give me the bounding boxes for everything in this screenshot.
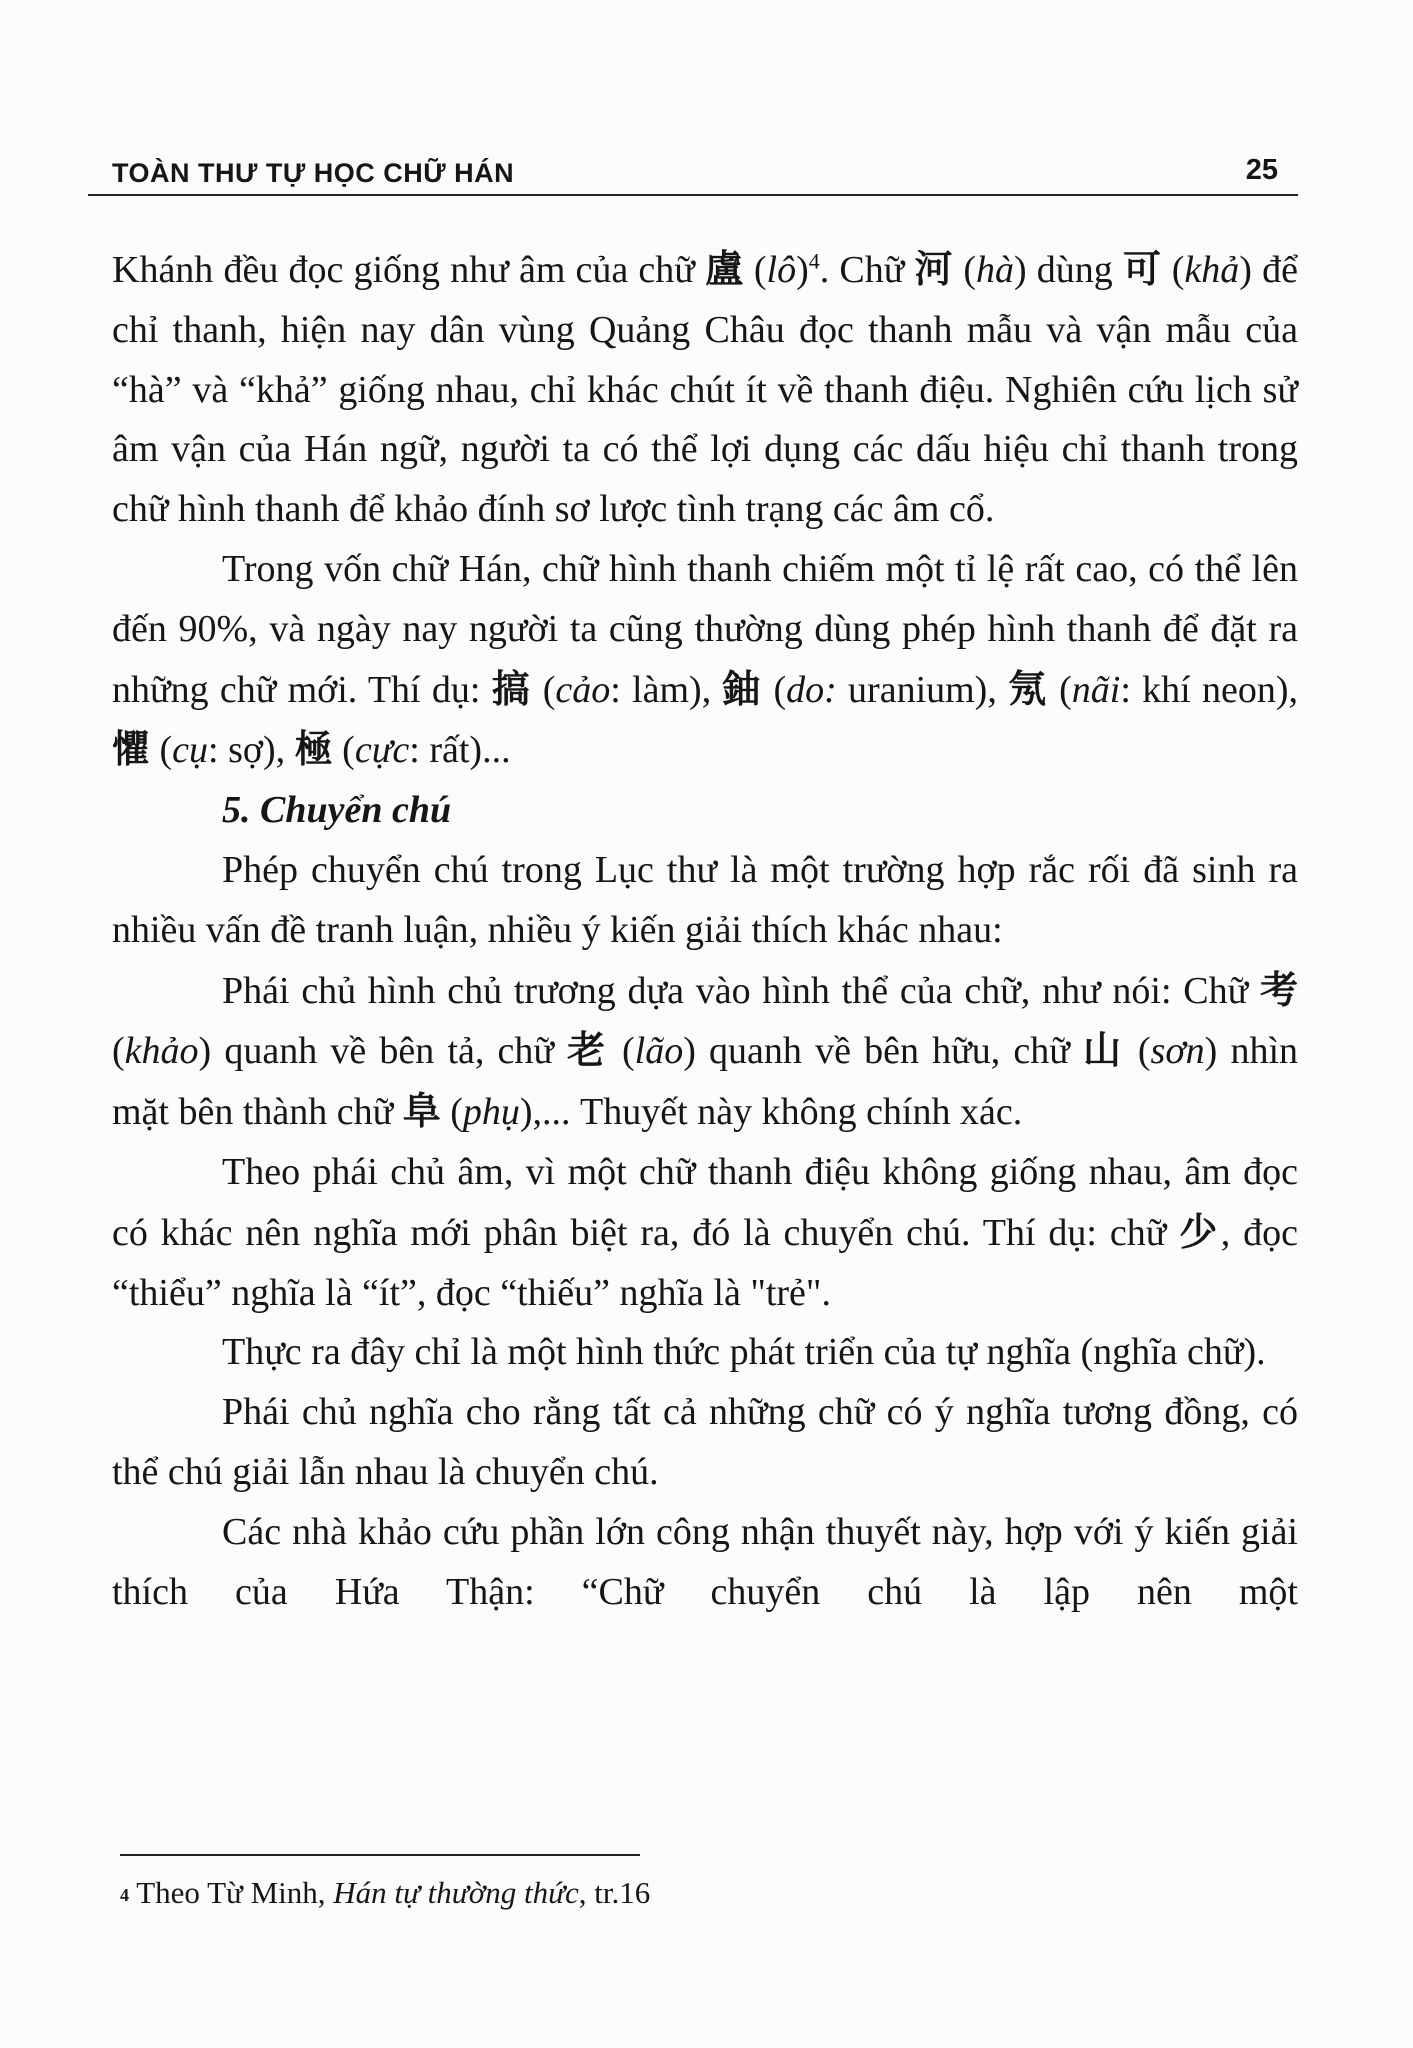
- han-character: 河: [914, 247, 954, 291]
- text-run: ) quanh về bên tả, chữ: [198, 1030, 568, 1073]
- text-run: ) quanh về bên hữu, chữ: [683, 1030, 1084, 1073]
- footnote-reference: 4: [808, 248, 820, 274]
- text-run: ) để chỉ thanh, hiện nay dân vùng Quảng Châu đọc thanh mẫu và vận mẫu của “hà” và “khả” giống nhau, chỉ khác chút ít về thanh điệu. Nghiên cứu lịch sử âm vận của Hán ngữ, người ta có thể lợi dụng các dấu hiệu chỉ thanh trong chữ hình thanh để khảo đính sơ lược tình trạng các âm cổ.: [112, 249, 1298, 531]
- text-run: Theo Từ Minh,: [136, 1875, 334, 1910]
- italic-text: lão: [634, 1030, 684, 1073]
- text-run: (: [1161, 249, 1185, 291]
- han-character: 山: [1083, 1028, 1125, 1073]
- text-run: , tr.16: [578, 1875, 651, 1910]
- han-character: 鈾: [722, 666, 763, 711]
- footnote-divider: [120, 1854, 640, 1856]
- text-run: : rất)...: [409, 729, 511, 772]
- paragraph: [112, 841, 1298, 961]
- text-run: : sợ),: [208, 729, 295, 772]
- italic-text: hà: [975, 249, 1014, 291]
- page-number: 25: [1245, 154, 1278, 186]
- text-run: (: [332, 729, 355, 772]
- footnote: [120, 1873, 650, 1913]
- paragraph: [112, 1383, 1298, 1503]
- paragraph: [112, 1143, 1298, 1323]
- text-run: (: [112, 1030, 125, 1073]
- text-run: Phái chủ nghĩa cho rằng tất cả những chữ có ý nghĩa tương đồng, có thể chú giải lẫn nhau là chuyển chú.: [112, 1391, 1298, 1493]
- text-run: uranium),: [836, 668, 1009, 711]
- text-run: Thực ra đây chỉ là một hình thức phát triển của tự nghĩa (nghĩa chữ).: [222, 1331, 1266, 1374]
- text-run: Khánh đều đọc giống như âm của chữ: [112, 249, 706, 291]
- text-run: , đọc “thiểu” nghĩa là “ít”, đọc “thiếu” nghĩa là "trẻ".: [112, 1211, 1298, 1314]
- italic-text: Hán tự thường thức: [333, 1875, 579, 1910]
- italic-text: cực: [354, 729, 410, 772]
- italic-text: sơn: [1150, 1030, 1205, 1073]
- text-run: (: [762, 668, 787, 711]
- paragraph: [112, 1323, 1298, 1383]
- text-run: ),... Thuyết này không chính xác.: [519, 1091, 1023, 1134]
- han-character: 考: [1259, 967, 1298, 1012]
- text-run: (: [1124, 1030, 1151, 1073]
- han-character: 極: [294, 727, 333, 772]
- text-run: ) nhìn mặt bên thành chữ: [112, 1030, 1299, 1134]
- text-run: 5. Chuyển chú: [222, 789, 452, 832]
- han-character: 少: [1179, 1209, 1221, 1254]
- text-run: ): [796, 249, 809, 291]
- text-run: Các nhà khảo cứu phần lớn công nhận thuyết này, hợp với ý kiến giải thích của Hứa Thận: “Chữ chuyển chú là lập nên một: [112, 1510, 1298, 1613]
- paragraph: [112, 240, 1298, 540]
- text-run: (: [953, 249, 976, 291]
- han-character: 氖: [1008, 666, 1048, 711]
- text-run: (: [743, 249, 767, 291]
- text-run: Trong vốn chữ Hán, chữ hình thanh chiếm một tỉ lệ rất cao, có thể lên đến 90%, và ngày nay người ta cũng thường dùng phép hình thanh để đặt ra những chữ mới. Thí dụ:: [112, 547, 1298, 711]
- italic-text: do:: [786, 668, 837, 711]
- paragraph: [112, 540, 1298, 781]
- han-character: 老: [567, 1028, 609, 1073]
- paragraph: [112, 961, 1298, 1143]
- text-run: (: [1047, 668, 1072, 711]
- han-character: 懼: [112, 727, 151, 772]
- han-character: 阜: [402, 1089, 441, 1134]
- text-run: : làm),: [610, 668, 723, 711]
- text-run: Theo phái chủ âm, vì một chữ thanh điệu không giống nhau, âm đọc có khác nên nghĩa mới phân biệt ra, đó là chuyển chú. Thí dụ: chữ: [112, 1150, 1298, 1254]
- text-run: (: [150, 729, 173, 772]
- text-run: : khí neon),: [1120, 668, 1299, 711]
- italic-text: lô: [766, 249, 797, 291]
- body-text: [112, 240, 1298, 1622]
- text-run: . Chữ: [819, 249, 915, 291]
- footnote-marker: 4: [120, 1885, 129, 1905]
- italic-text: cụ: [172, 729, 209, 772]
- italic-text: khảo: [124, 1030, 199, 1073]
- running-title: TOÀN THƯ TỰ HỌC CHỮ HÁN: [112, 158, 515, 188]
- text-run: (: [440, 1091, 463, 1134]
- italic-text: cảo: [555, 668, 611, 711]
- han-character: 可: [1122, 247, 1162, 291]
- section-heading: [112, 781, 1298, 841]
- text-run: ) dùng: [1013, 249, 1123, 291]
- page-header: [88, 150, 1298, 196]
- text-run: Phái chủ hình chủ trương dựa vào hình thể của chữ, như nói: Chữ: [222, 969, 1260, 1012]
- text-run: (: [608, 1030, 635, 1073]
- han-character: 盧: [705, 247, 744, 291]
- text-run: (: [531, 668, 556, 711]
- italic-text: khả: [1184, 249, 1240, 291]
- italic-text: phụ: [462, 1091, 520, 1134]
- italic-text: nãi: [1071, 668, 1121, 711]
- han-character: 搞: [491, 666, 532, 711]
- text-run: Phép chuyển chú trong Lục thư là một trường hợp rắc rối đã sinh ra nhiều vấn đề tranh luận, nhiều ý kiến giải thích khác nhau:: [112, 848, 1298, 951]
- paragraph: [112, 1503, 1298, 1623]
